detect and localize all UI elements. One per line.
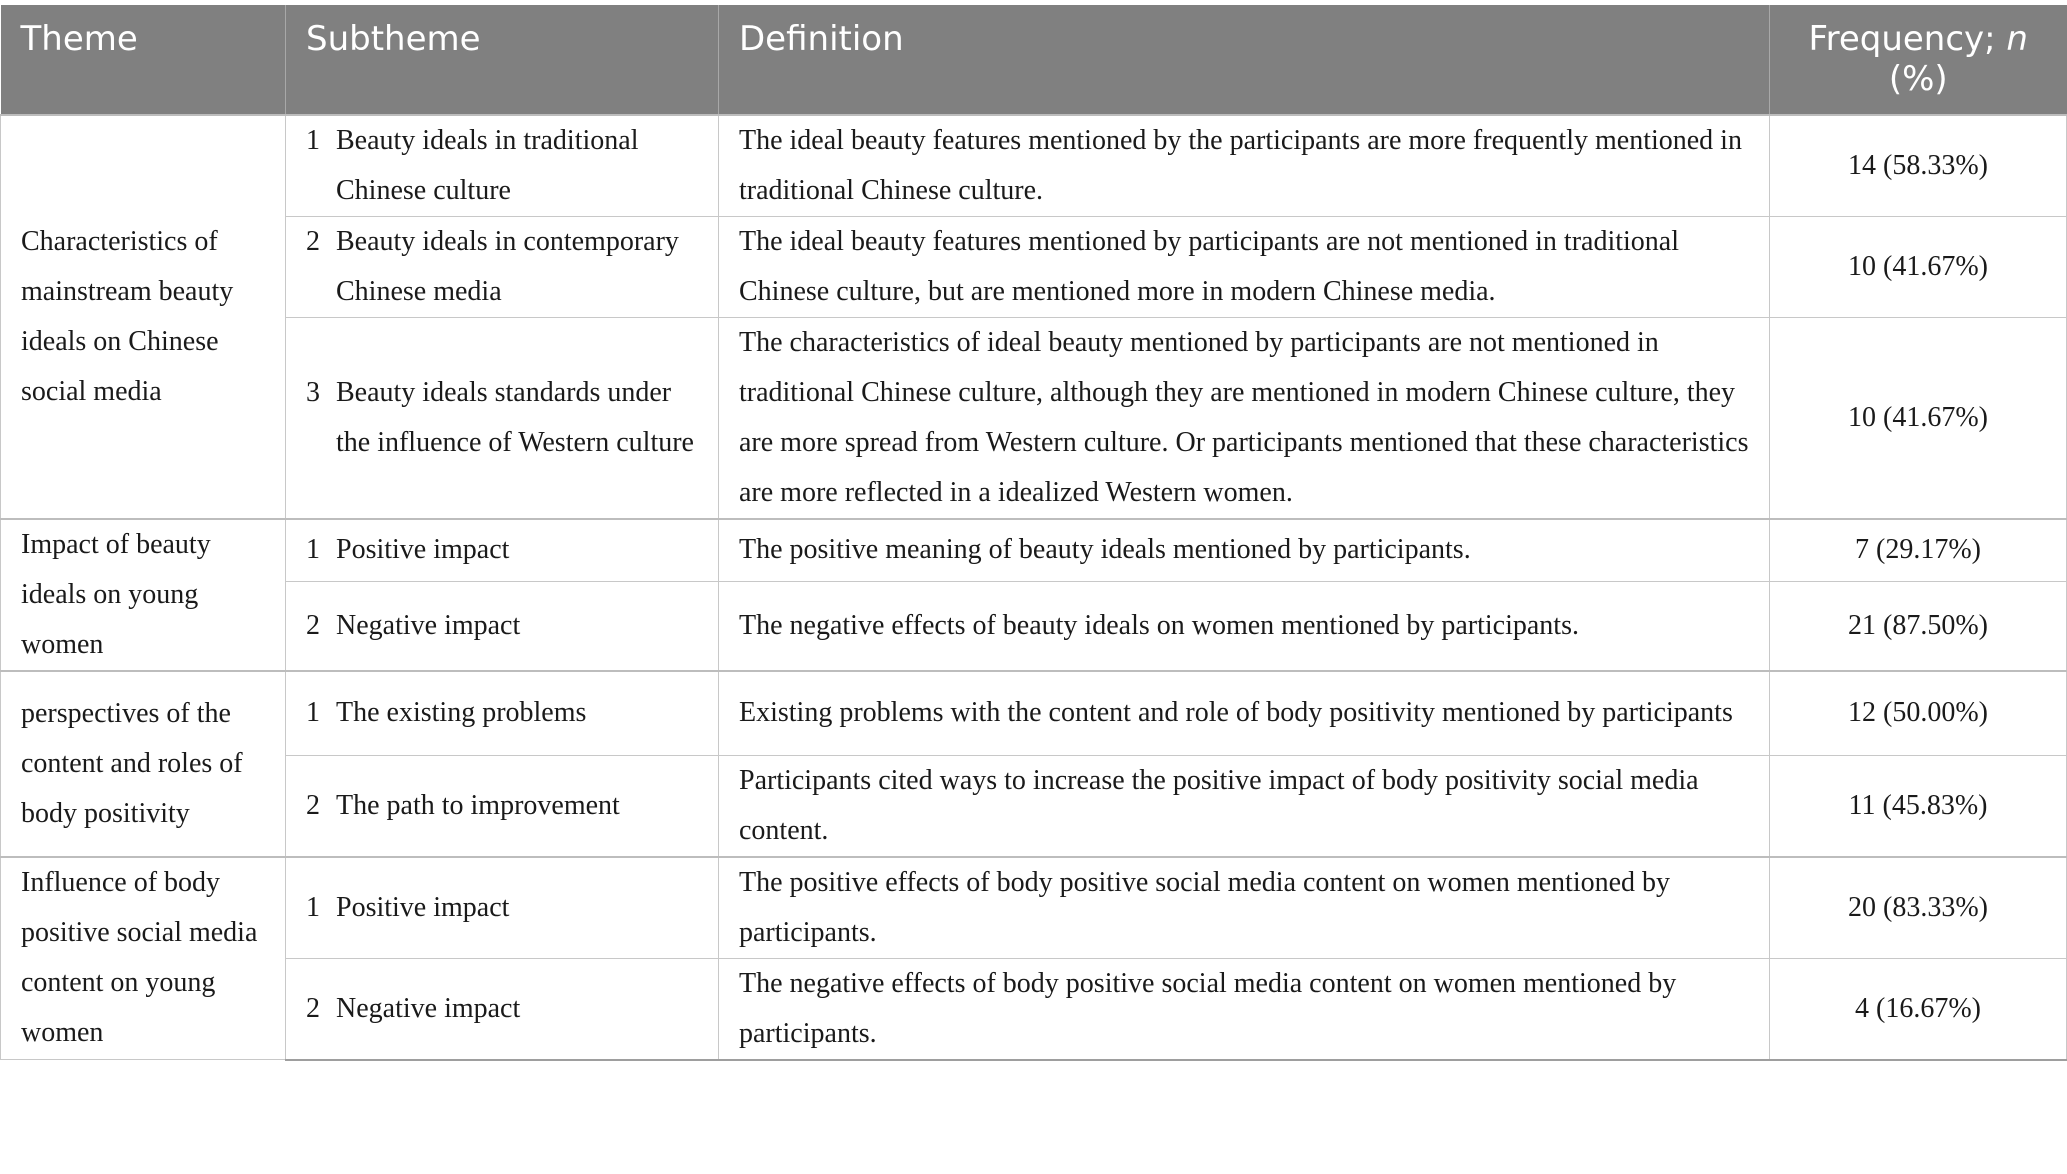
table-header [1,5,2067,115]
definition-cell: The ideal beauty features mentioned by the participants are more frequently mentioned in traditional Chinese culture. [719,115,1770,217]
header-frequency-prefix: Frequency; [1808,19,2007,59]
subtheme-number: 1 [306,697,320,729]
subtheme-number: 3 [306,377,320,408]
subtheme-label: Positive impact [336,534,510,566]
table-row [1,857,2067,959]
theme-cell: Impact of beauty ideals on young women [1,519,286,671]
definition-cell: Existing problems with the content and role of body positivity mentioned by participants [719,671,1770,755]
subtheme-label: The path to improvement [336,789,620,821]
definition-cell: The characteristics of ideal beauty mentioned by participants are not mentioned in traditional Chinese culture, although they are mentioned in modern Chinese culture, they are more spread from Western culture. Or participants mentioned that these characteristics are more reflected in a idealized Western women. [719,318,1770,520]
subtheme-label: Beauty ideals standards under the influence of Western culture [336,377,694,458]
subtheme-label: Negative impact [336,992,521,1024]
table-row [1,671,2067,755]
subtheme-cell [286,115,719,217]
frequency-cell: 10 (41.67%) [1770,217,2067,318]
subtheme-cell [286,519,719,581]
subtheme-cell [286,318,719,520]
definition-cell: The negative effects of body positive social media content on women mentioned by participants. [719,958,1770,1060]
subtheme-label: Positive impact [336,891,510,923]
table-row [1,115,2067,217]
table-row [1,755,2067,857]
header-row [1,5,2067,115]
subtheme-number: 1 [306,891,320,923]
subtheme-cell [286,671,719,755]
subtheme-label: Negative impact [336,609,521,641]
subtheme-number: 2 [306,226,320,257]
themes-table [0,5,2067,1061]
definition-cell: The positive effects of body positive social media content on women mentioned by participants. [719,857,1770,959]
subtheme-label: Beauty ideals in traditional Chinese culture [336,125,639,206]
table-body [1,115,2067,1060]
theme-cell: Influence of body positive social media content on young women [1,857,286,1060]
subtheme-number: 1 [306,534,320,566]
table-row [1,958,2067,1060]
frequency-cell: 12 (50.00%) [1770,671,2067,755]
frequency-cell: 20 (83.33%) [1770,857,2067,959]
subtheme-number: 2 [306,609,320,641]
header-theme: Theme [1,5,286,115]
frequency-cell: 7 (29.17%) [1770,519,2067,581]
subtheme-label: The existing problems [336,697,587,729]
table-row [1,519,2067,581]
subtheme-cell [286,857,719,959]
subtheme-cell [286,217,719,318]
subtheme-label: Beauty ideals in contemporary Chinese media [336,226,679,307]
definition-cell: The negative effects of beauty ideals on women mentioned by participants. [719,581,1770,671]
definition-cell: The ideal beauty features mentioned by participants are not mentioned in traditional Chinese culture, but are mentioned more in modern Chinese media. [719,217,1770,318]
definition-cell: Participants cited ways to increase the positive impact of body positivity social media content. [719,755,1770,857]
table-row [1,581,2067,671]
frequency-cell: 21 (87.50%) [1770,581,2067,671]
frequency-cell: 14 (58.33%) [1770,115,2067,217]
subtheme-cell [286,755,719,857]
header-frequency [1770,5,2067,115]
definition-cell: The positive meaning of beauty ideals mentioned by participants. [719,519,1770,581]
theme-cell: Characteristics of mainstream beauty ideals on Chinese social media [1,115,286,519]
table-row [1,217,2067,318]
table-row [1,318,2067,520]
subtheme-cell [286,581,719,671]
subtheme-cell [286,958,719,1060]
frequency-cell: 4 (16.67%) [1770,958,2067,1060]
header-frequency-n: n [2006,19,2028,59]
frequency-cell: 10 (41.67%) [1770,318,2067,520]
subtheme-number: 1 [306,125,320,156]
theme-cell: perspectives of the content and roles of body positivity [1,671,286,857]
header-definition: Definition [719,5,1770,115]
header-frequency-suffix: (%) [1888,59,1948,99]
frequency-cell: 11 (45.83%) [1770,755,2067,857]
header-subtheme: Subtheme [286,5,719,115]
subtheme-number: 2 [306,992,320,1024]
subtheme-number: 2 [306,789,320,821]
